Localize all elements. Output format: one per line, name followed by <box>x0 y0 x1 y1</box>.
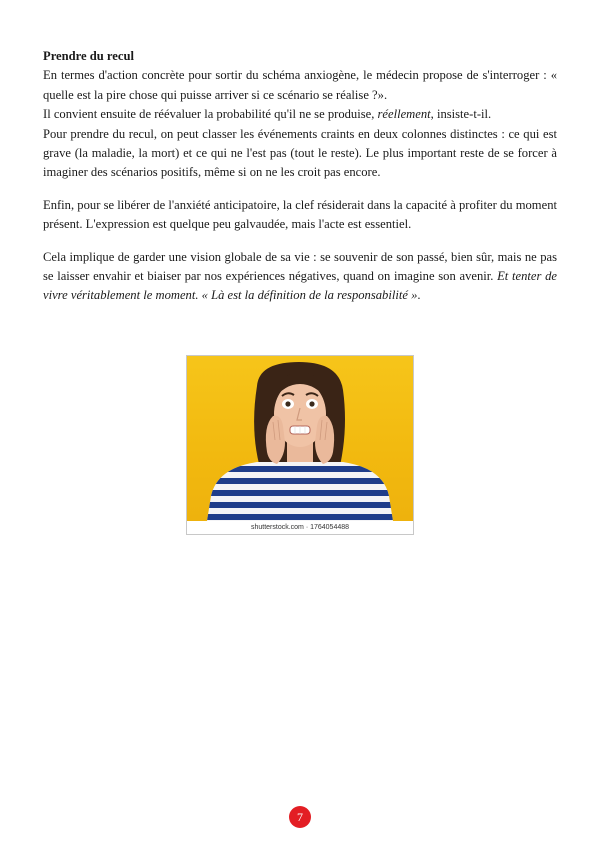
anxious-woman-illustration <box>187 356 413 521</box>
paragraph-2-emphasis: réellement <box>377 107 431 122</box>
paragraph-2-text-start: Il convient ensuite de réévaluer la probabilité qu'il ne se produise, <box>43 107 378 122</box>
section-heading: Prendre du recul <box>43 49 134 63</box>
paragraph-4: Enfin, pour se libérer de l'anxiété anticipatoire, la clef résiderait dans la capacité à profiter du moment présent. L'expression est quelque peu galvaudée, mais l'acte est essentiel. <box>43 197 557 232</box>
paragraph-5 <box>43 248 557 306</box>
paragraph-3: Pour prendre du recul, on peut classer les événements craints en deux colonnes distinctes : ce qui est grave (la maladie, la mort) et ce qui ne l'est pas (tout le reste). Le plus important reste de se forcer à imaginer des scénarios positifs, même si on ne les croit pas encore. <box>43 126 557 180</box>
paragraph-5-text: Cela implique de garder une vision globale de sa vie : se souvenir de son passé, bien sûr, mais ne pas se laisser envahir et biaiser par nos expériences négatives, quand on imagine son avenir. <box>43 249 557 284</box>
page-number-badge: 7 <box>289 806 311 828</box>
paragraph-2 <box>43 105 557 124</box>
photo-watermark: shutterstock.com · 1764054488 <box>187 521 413 534</box>
anxious-woman-photo <box>187 356 413 521</box>
paragraph-5-emphasis: Et tenter de vivre véritablement le moment. « Là est la définition de la responsabilité » <box>43 269 557 303</box>
paragraph-5-end: . <box>417 288 421 303</box>
stock-photo-frame <box>186 355 414 535</box>
paragraph-2-text-end: , insiste-t-il. <box>430 107 492 122</box>
article-body <box>43 47 557 306</box>
paragraph-1: En termes d'action concrète pour sortir du schéma anxiogène, le médecin propose de s'interroger : « quelle est la pire chose qui puisse arriver si ce scénario se réalise ?». <box>43 68 557 102</box>
